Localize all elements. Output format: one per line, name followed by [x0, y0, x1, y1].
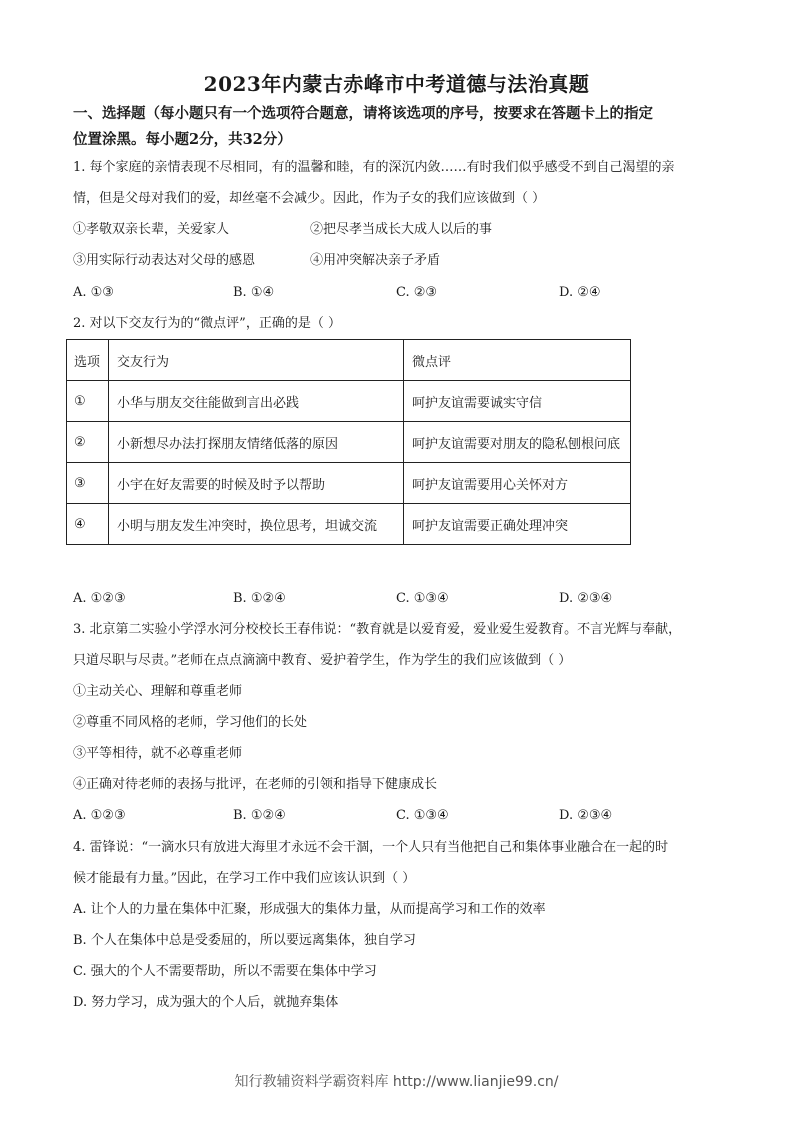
q1-option-b: B. ①④ [233, 285, 275, 300]
q3-stem-line-2: 只道尽职与尽责。”老师在点点滴滴中教育、爱护着学生，作为学生的我们应该做到（ ） [73, 653, 572, 668]
q1-option-d: D. ②④ [559, 285, 601, 300]
page-title: 2023年内蒙古赤峰市中考道德与法治真题 [203, 72, 590, 96]
q1-statement-3: ③用实际行动表达对父母的感恩 [73, 253, 256, 268]
q2-option-b: B. ①②④ [233, 591, 286, 606]
q2-stem: 2. 对以下交友行为的“微点评”，正确的是（ ） [73, 316, 341, 331]
q3-option-c: C. ①③④ [396, 808, 449, 823]
q2-option-a: A. ①②③ [73, 591, 126, 606]
section-heading-line-2: 位置涂黑。每小题2分，共32分） [73, 131, 292, 148]
q3-option-a: A. ①②③ [73, 808, 126, 823]
table-cell: ④ [67, 504, 109, 545]
table-cell: 呵护友谊需要正确处理冲突 [404, 504, 631, 545]
q2-option-d: D. ②③④ [559, 591, 613, 606]
table-header-cell: 选项 [67, 340, 109, 381]
q3-option-b: B. ①②④ [233, 808, 286, 823]
table-header-row [67, 340, 631, 381]
table-header-cell: 交友行为 [109, 340, 404, 381]
q3-option-d: D. ②③④ [559, 808, 613, 823]
table-cell: ③ [67, 463, 109, 504]
q3-stem-line-1: 3. 北京第二实验小学浮水河分校校长王春伟说：“教育就是以爱育爱，爱业爱生爱教育。不言光辉与奉献， [73, 622, 682, 637]
q1-statement-2: ②把尽孝当成长大成人以后的事 [310, 222, 493, 237]
table-cell: 呵护友谊需要对朋友的隐私刨根问底 [404, 422, 631, 463]
table-row [67, 504, 631, 545]
q4-option-d: D. 努力学习，成为强大的个人后，就抛弃集体 [73, 995, 339, 1010]
q3-statement-2: ②尊重不同风格的老师，学习他们的长处 [73, 715, 308, 730]
table-cell: ② [67, 422, 109, 463]
table-cell: 小明与朋友发生冲突时，换位思考，坦诚交流 [109, 504, 404, 545]
q4-option-b: B. 个人在集体中总是受委屈的，所以要远离集体，独自学习 [73, 933, 416, 948]
table-cell: 小宇在好友需要的时候及时予以帮助 [109, 463, 404, 504]
table-header-cell: 微点评 [404, 340, 631, 381]
q2-option-c: C. ①③④ [396, 591, 449, 606]
table-cell: ① [67, 381, 109, 422]
q1-statement-4: ④用冲突解决亲子矛盾 [310, 253, 441, 268]
q4-stem-line-1: 4. 雷锋说：“一滴水只有放进大海里才永远不会干涸，一个人只有当他把自己和集体事业融合在一起的时 [73, 840, 669, 855]
q1-option-a: A. ①③ [73, 285, 114, 300]
q4-option-c: C. 强大的个人不需要帮助，所以不需要在集体中学习 [73, 964, 377, 979]
q3-statement-3: ③平等相待，就不必尊重老师 [73, 746, 243, 761]
footer-watermark: 知行教辅资料学霸资料库 http://www.lianjie99.cn/ [234, 1074, 559, 1090]
q4-stem-line-2: 候才能最有力量。”因此，在学习工作中我们应该认识到（ ） [73, 871, 416, 886]
section-heading-line-1: 一、选择题（每小题只有一个选项符合题意，请将该选项的序号，按要求在答题卡上的指定 [73, 105, 653, 122]
table-cell: 呵护友谊需要用心关怀对方 [404, 463, 631, 504]
table-row [67, 381, 631, 422]
q4-option-a: A. 让个人的力量在集体中汇聚，形成强大的集体力量，从而提高学习和工作的效率 [73, 902, 546, 917]
q2-table [66, 339, 631, 545]
q1-stem-line-2: 情，但是父母对我们的爱，却丝毫不会减少。因此，作为子女的我们应该做到（ ） [73, 191, 546, 206]
table-cell: 小华与朋友交往能做到言出必践 [109, 381, 404, 422]
table-row [67, 463, 631, 504]
q1-stem-line-1: 1. 每个家庭的亲情表现不尽相同，有的温馨和睦，有的深沉内敛……有时我们似乎感受不到自己渴望的亲 [73, 160, 675, 175]
table-cell: 小新想尽办法打探朋友情绪低落的原因 [109, 422, 404, 463]
table-cell: 呵护友谊需要诚实守信 [404, 381, 631, 422]
q1-statement-1: ①孝敬双亲长辈，关爱家人 [73, 222, 230, 237]
q3-statement-1: ①主动关心、理解和尊重老师 [73, 684, 243, 699]
table-row [67, 422, 631, 463]
q3-statement-4: ④正确对待老师的表扬与批评，在老师的引领和指导下健康成长 [73, 777, 438, 792]
q1-option-c: C. ②③ [396, 285, 438, 300]
